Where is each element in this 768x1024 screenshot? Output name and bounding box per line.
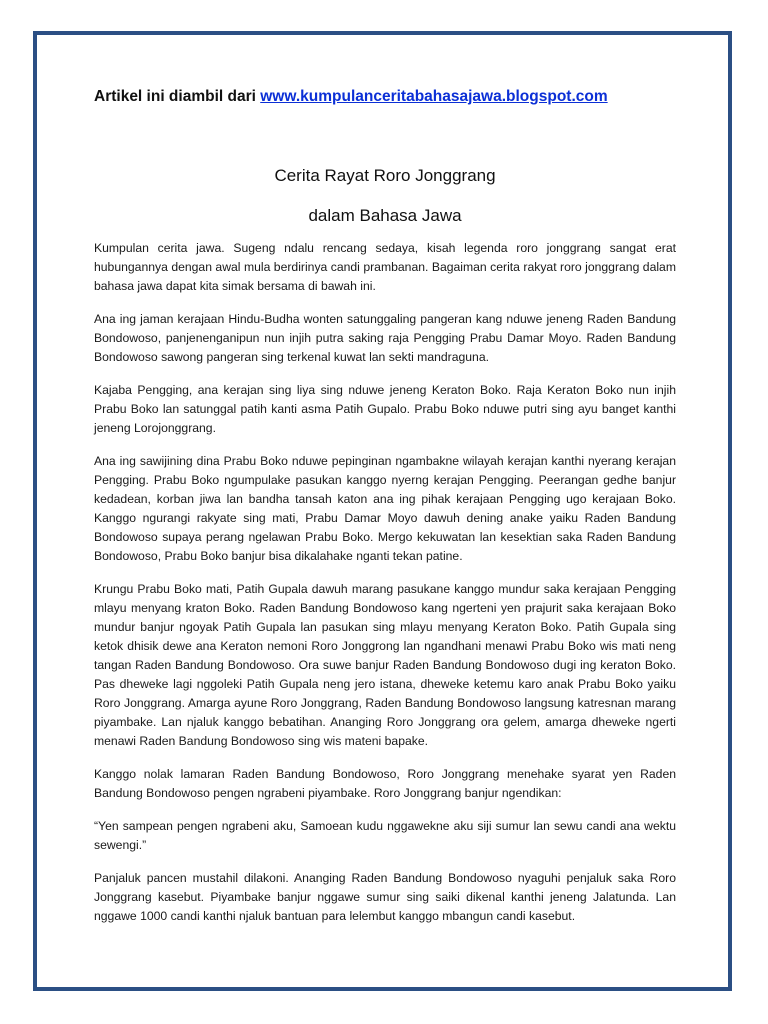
paragraph-5: Krungu Prabu Boko mati, Patih Gupala dawuh marang pasukane kanggo mundur saka kerajaan Pengging mlayu menyang kraton Boko. Raden Bandung Bondowoso kang ngerteni yen prajurit saka kerajaan Boko mundur banjur ngoyak Patih Gupala lan pasukan sing mlayu menyang Keraton Boko. Patih Gupala sing ketok dhisik dewe ana Keraton nemoni Roro Jonggrong lan ngandhani menawi Prabu Boko wis mati neng tangan Raden Bandung Bondowoso. Ora suwe banjur Raden Bandung Bondowoso dugi ing keraton Boko. Pas dheweke lagi nggoleki Patih Gupala neng jero istana, dheweke ketemu karo anak Prabu Boko yaiku Roro Jonggrang. Amarga ayune Roro Jonggrang, Raden Bandung Bondowoso langsung katresnan marang piyambake. Lan njaluk kanggo bebatihan. Ananging Roro Jonggrang ora gelem, amarga dheweke ngerti menawi Raden Bandung Bondowoso sing wis mateni bapake. xyxy=(94,582,676,748)
paragraph-1: Kumpulan cerita jawa. Sugeng ndalu rencang sedaya, kisah legenda roro jonggrang sangat erat hubungannya dengan awal mula berdirinya candi prambanan. Bagaiman cerita rakyat roro jonggrang dalam bahasa jawa dapat kita simak bersama di bawah ini. xyxy=(94,241,676,293)
paragraph-7-quote: “Yen sampean pengen ngrabeni aku, Samoean kudu nggawekne aku siji sumur lan sewu candi ana wektu sewengi.” xyxy=(94,819,676,852)
paragraph-2: Ana ing jaman kerajaan Hindu-Budha wonten satunggaling pangeran kang nduwe jeneng Raden Bandung Bondowoso, panjenenganipun nun injih putra saking raja Pengging Prabu Damar Moyo. Raden Bandung Bondowoso sawong pangeran sing terkenal kuwat lan sekti mandraguna. xyxy=(94,312,676,364)
source-link[interactable]: www.kumpulanceritabahasajawa.blogspot.com xyxy=(260,88,608,105)
document-subtitle: dalam Bahasa Jawa xyxy=(308,206,462,225)
paragraph-6: Kanggo nolak lamaran Raden Bandung Bondowoso, Roro Jonggrang menehake syarat yen Raden Bandung Bondowoso pengen ngrabeni piyambake. Roro Jonggrang banjur ngendikan: xyxy=(94,767,676,800)
source-attribution xyxy=(94,88,608,106)
paragraph-8: Panjaluk pancen mustahil dilakoni. Ananging Raden Bandung Bondowoso nyaguhi penjaluk saka Roro Jonggrang kasebut. Piyambake banjur nggawe sumur sing saiki dikenal kanthi jeneng Jalatunda. Lan nggawe 1000 candi kanthi njaluk bantuan para lelembut kanggo mbangun candi kasebut. xyxy=(94,871,676,923)
article-body xyxy=(94,239,676,940)
document-title: Cerita Rayat Roro Jonggrang xyxy=(274,166,496,185)
paragraph-3: Kajaba Pengging, ana kerajan sing liya sing nduwe jeneng Keraton Boko. Raja Keraton Boko nun injih Prabu Boko lan satunggal patih kanti asma Patih Gupalo. Prabu Boko nduwe putri sing ayu banget kanthi jeneng Lorojonggrang. xyxy=(94,383,676,435)
paragraph-4: Ana ing sawijining dina Prabu Boko nduwe pepinginan ngambakne wilayah kerajan kanthi nyerang kerajan Pengging. Prabu Boko ngumpulake pasukan kanggo nyerng kerajan Pengging. Peerangan gedhe banjur kedadean, korban jiwa lan bandha tansah katon ana ing pihak kerajaan Pengging ugo kerajaan Boko. Kanggo ngurangi rakyate sing mati, Prabu Damar Moyo dawuh dening anake yaiku Raden Bandung Bondowoso supaya perang ngelawan Prabu Boko. Mergo kekuwatan lan kesektian saka Raden Bandung Bondowoso, Prabu Boko banjur bisa dikalahake nganti tekan patine. xyxy=(94,454,676,563)
source-prefix: Artikel ini diambil dari xyxy=(94,88,261,105)
